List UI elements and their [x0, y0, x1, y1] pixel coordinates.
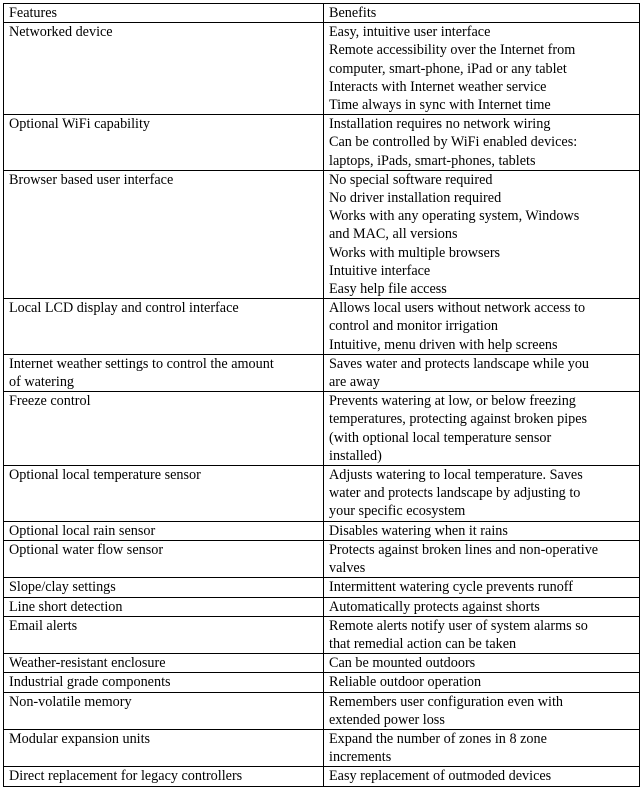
- feature-cell: [4, 597, 324, 616]
- table-row: [4, 654, 640, 673]
- benefit-text: valves: [329, 560, 366, 577]
- benefit-cell: [324, 654, 640, 673]
- feature-text: Internet weather settings to control the amount: [9, 355, 274, 372]
- benefit-text: Automatically protects against shorts: [329, 598, 540, 615]
- benefit-cell: [324, 673, 640, 692]
- benefit-text: Allows local users without network access to: [329, 300, 586, 317]
- table-row: [4, 299, 640, 355]
- table-row: [4, 597, 640, 616]
- feature-cell: [4, 578, 324, 597]
- benefit-text: Installation requires no network wiring: [329, 116, 551, 133]
- benefit-text: Remote accessibility over the Internet from: [329, 42, 576, 59]
- feature-text: Line short detection: [9, 598, 123, 615]
- benefit-text: that remedial action can be taken: [329, 635, 517, 652]
- feature-cell: [4, 692, 324, 729]
- benefit-cell: [324, 729, 640, 766]
- benefit-text: Can be mounted outdoors: [329, 655, 476, 672]
- benefit-text: extended power loss: [329, 711, 445, 728]
- benefits-column-header: [324, 4, 640, 23]
- benefit-cell: [324, 597, 640, 616]
- benefit-text: increments: [329, 749, 392, 766]
- benefit-cell: [324, 616, 640, 653]
- feature-cell: [4, 299, 324, 355]
- feature-text: Modular expansion units: [9, 730, 151, 747]
- benefit-text: Disables watering when it rains: [329, 522, 508, 539]
- table-row: [4, 466, 640, 522]
- table-row: [4, 392, 640, 466]
- feature-text: Optional water flow sensor: [9, 541, 164, 558]
- feature-text: Browser based user interface: [9, 171, 174, 188]
- header-label: Features: [9, 5, 58, 21]
- table-header: [4, 4, 640, 23]
- benefit-text: are away: [329, 374, 380, 391]
- benefit-text: water and protects landscape by adjusting to: [329, 485, 581, 502]
- feature-text: Direct replacement for legacy controllers: [9, 768, 243, 785]
- benefit-text: Works with multiple browsers: [329, 244, 501, 261]
- benefit-text: and MAC, all versions: [329, 226, 458, 243]
- benefit-text: Expand the number of zones in 8 zone: [329, 730, 547, 747]
- feature-text: Weather-resistant enclosure: [9, 655, 166, 672]
- benefit-text: Intuitive, menu driven with help screens: [329, 336, 558, 353]
- benefit-text: Easy help file access: [329, 281, 447, 298]
- feature-cell: [4, 354, 324, 391]
- benefit-text: laptops, iPads, smart-phones, tablets: [329, 152, 536, 169]
- feature-cell: [4, 23, 324, 115]
- table-row: [4, 767, 640, 786]
- benefit-text: Easy replacement of outmoded devices: [329, 768, 552, 785]
- features-benefits-table: [3, 3, 640, 787]
- benefit-cell: [324, 466, 640, 522]
- feature-text: Industrial grade components: [9, 674, 171, 691]
- benefit-text: Saves water and protects landscape while you: [329, 355, 590, 372]
- benefit-text: your specific ecosystem: [329, 503, 466, 520]
- benefit-text: installed): [329, 447, 382, 464]
- benefit-cell: [324, 540, 640, 577]
- table-row: [4, 23, 640, 115]
- table-row: [4, 115, 640, 171]
- feature-cell: [4, 673, 324, 692]
- table-row: [4, 673, 640, 692]
- benefit-text: Remembers user configuration even with: [329, 693, 564, 710]
- benefit-text: Can be controlled by WiFi enabled devices:: [329, 134, 578, 151]
- benefit-cell: [324, 23, 640, 115]
- table-row: [4, 354, 640, 391]
- table-row: [4, 170, 640, 298]
- feature-cell: [4, 729, 324, 766]
- benefit-text: Intuitive interface: [329, 262, 431, 279]
- table-row: [4, 521, 640, 540]
- benefit-text: Time always in sync with Internet time: [329, 97, 551, 114]
- table-row: [4, 540, 640, 577]
- feature-cell: [4, 540, 324, 577]
- benefit-text: Prevents watering at low, or below freezing: [329, 393, 576, 410]
- feature-text: Optional local rain sensor: [9, 522, 156, 539]
- benefit-text: No special software required: [329, 171, 493, 188]
- benefit-text: No driver installation required: [329, 190, 502, 207]
- feature-text: Local LCD display and control interface: [9, 300, 239, 317]
- benefit-cell: [324, 170, 640, 298]
- features-column-header: [4, 4, 324, 23]
- benefit-text: Adjusts watering to local temperature. Saves: [329, 467, 583, 484]
- benefit-cell: [324, 767, 640, 786]
- feature-cell: [4, 392, 324, 466]
- benefit-text: Interacts with Internet weather service: [329, 78, 547, 95]
- benefit-text: Works with any operating system, Windows: [329, 208, 580, 225]
- feature-cell: [4, 521, 324, 540]
- benefit-text: Reliable outdoor operation: [329, 674, 482, 691]
- feature-text: Email alerts: [9, 617, 78, 634]
- feature-text: Optional WiFi capability: [9, 116, 151, 133]
- table-row: [4, 692, 640, 729]
- benefit-text: (with optional local temperature sensor: [329, 429, 552, 446]
- feature-text: Networked device: [9, 24, 113, 41]
- feature-cell: [4, 654, 324, 673]
- feature-text: Optional local temperature sensor: [9, 467, 201, 484]
- benefit-cell: [324, 354, 640, 391]
- table-body: [4, 23, 640, 786]
- benefit-cell: [324, 299, 640, 355]
- benefit-cell: [324, 115, 640, 171]
- feature-cell: [4, 616, 324, 653]
- benefit-text: Remote alerts notify user of system alarms so: [329, 617, 588, 634]
- benefit-text: Intermittent watering cycle prevents runoff: [329, 579, 573, 596]
- table-row: [4, 616, 640, 653]
- benefit-cell: [324, 692, 640, 729]
- feature-cell: [4, 115, 324, 171]
- table-row: [4, 578, 640, 597]
- feature-cell: [4, 170, 324, 298]
- feature-text: Freeze control: [9, 393, 91, 410]
- feature-text: Slope/clay settings: [9, 579, 116, 596]
- benefit-cell: [324, 392, 640, 466]
- benefit-text: temperatures, protecting against broken pipes: [329, 411, 588, 428]
- header-label: Benefits: [329, 5, 377, 21]
- header-row: [4, 4, 640, 23]
- benefit-text: computer, smart-phone, iPad or any tablet: [329, 60, 567, 77]
- feature-text: of watering: [9, 374, 75, 391]
- feature-cell: [4, 466, 324, 522]
- benefit-cell: [324, 521, 640, 540]
- feature-text: Non-volatile memory: [9, 693, 132, 710]
- feature-cell: [4, 767, 324, 786]
- benefit-text: Easy, intuitive user interface: [329, 24, 491, 41]
- benefit-text: control and monitor irrigation: [329, 318, 499, 335]
- benefit-text: Protects against broken lines and non-operative: [329, 541, 599, 558]
- benefit-cell: [324, 578, 640, 597]
- table-row: [4, 729, 640, 766]
